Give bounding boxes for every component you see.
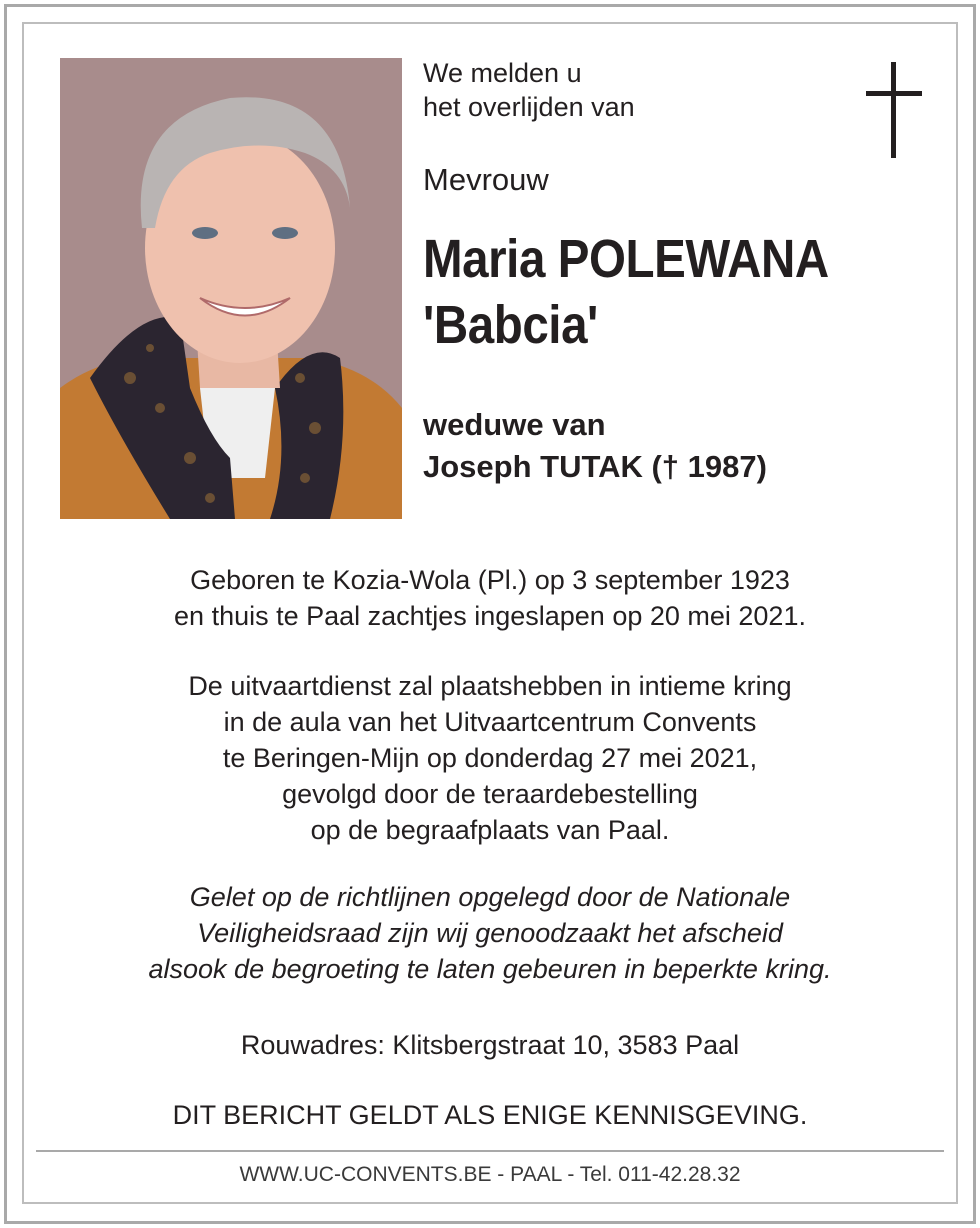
text-line: De uitvaartdienst zal plaatshebben in intieme kring	[188, 671, 792, 701]
birth-death-info	[40, 562, 940, 634]
service-info	[40, 668, 940, 848]
covid-notice	[40, 879, 940, 987]
footer-contact: WWW.UC-CONVENTS.BE - PAAL - Tel. 011-42.28.32	[239, 1163, 741, 1186]
text-line: op de begraafplaats van Paal.	[310, 815, 670, 845]
spouse-info	[423, 404, 767, 488]
deceased-name	[423, 226, 829, 358]
spouse-line: weduwe van	[423, 407, 606, 442]
portrait-photo	[60, 58, 402, 519]
text-line: Veiligheidsraad zijn wij genoodzaakt het afscheid	[197, 918, 783, 948]
text-line: te Beringen-Mijn op donderdag 27 mei 2021,	[222, 743, 758, 773]
mourning-address: Rouwadres: Klitsbergstraat 10, 3583 Paal	[240, 1030, 740, 1060]
honorific: Mevrouw	[423, 162, 549, 197]
text-line: Gelet op de richtlijnen opgelegd door de Nationale	[189, 882, 791, 912]
intro-line: We melden u	[423, 58, 582, 88]
intro-text	[423, 56, 635, 124]
spouse-name: Joseph TUTAK († 1987)	[423, 449, 767, 484]
text-line: Geboren te Kozia-Wola (Pl.) op 3 september 1923	[190, 565, 790, 595]
nickname-line: 'Babcia'	[423, 295, 598, 355]
text-line: gevolgd door de teraardebestelling	[282, 779, 698, 809]
text-line: en thuis te Paal zachtjes ingeslapen op 20 mei 2021.	[174, 601, 806, 631]
text-line: in de aula van het Uitvaartcentrum Convents	[223, 707, 757, 737]
text-line: alsook de begroeting te laten gebeuren in beperkte kring.	[148, 954, 832, 984]
name-line: Maria POLEWANA	[423, 229, 829, 289]
intro-line: het overlijden van	[423, 92, 635, 122]
cross-icon	[866, 62, 922, 158]
final-notice: DIT BERICHT GELDT ALS ENIGE KENNISGEVING.	[172, 1100, 808, 1130]
footer-divider	[36, 1150, 944, 1152]
